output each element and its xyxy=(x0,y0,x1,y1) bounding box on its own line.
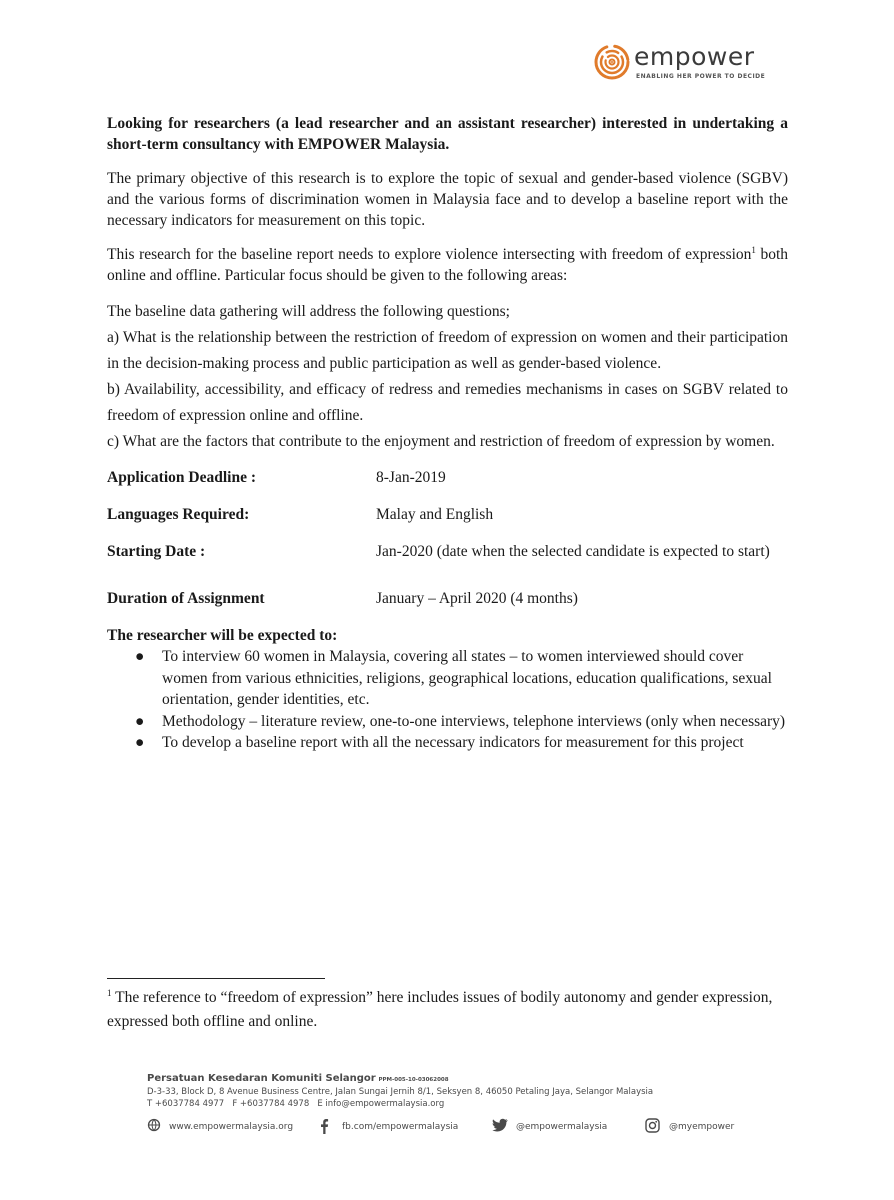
detail-value: January – April 2020 (4 months) xyxy=(376,590,578,607)
footer-org-name: Persatuan Kesedaran Komuniti Selangor xyxy=(147,1073,376,1084)
list-item xyxy=(107,732,788,754)
logo-wordmark: empower xyxy=(634,42,755,71)
question-item: b) Availability, accessibility, and efficacy of redress and remedies mechanisms in cases on SGBV related to freedom of expression online and offline. xyxy=(107,381,788,424)
footer-address: D-3-33, Block D, 8 Avenue Business Centre, Jalan Sungai Jernih 8/1, Seksyen 8, 46050 Petaling Jaya, Selangor Malaysia xyxy=(147,1087,654,1097)
main-content xyxy=(107,113,788,754)
detail-label: Application Deadline : xyxy=(107,469,256,486)
footer-reg-number: PPM-005-10-03062008 xyxy=(378,1077,449,1083)
list-item-text: To interview 60 women in Malaysia, covering all states – to women interviewed should cover women from various ethnicities, religions, geographical locations, education qualifications, sexual orientation, gender identities, etc. xyxy=(162,648,772,708)
intro-heading: Looking for researchers (a lead researcher and an assistant researcher) interested in undertaking a short-term consultancy with EMPOWER Malaysia. xyxy=(107,115,788,153)
detail-label: Starting Date : xyxy=(107,543,206,560)
logo-tagline: ENABLING HER POWER TO DECIDE xyxy=(636,73,766,80)
instagram-icon xyxy=(645,1118,660,1133)
footnote-mark: 1 xyxy=(107,987,112,998)
intro-paragraph-2 xyxy=(107,244,788,286)
bullet-icon: ● xyxy=(135,712,145,730)
bullet-icon: ● xyxy=(135,648,145,665)
list-item-text: To develop a baseline report with all the necessary indicators for measurement for this project xyxy=(162,734,744,751)
responsibilities-title: The researcher will be expected to: xyxy=(107,627,338,644)
intro-paragraph-1: The primary objective of this research is to explore the topic of sexual and gender-based violence (SGBV) and the various forms of discrimination women in Malaysia face and to develop a baseline report with the necessary indicators for measurement on this topic. xyxy=(107,170,788,229)
detail-row-deadline xyxy=(107,467,788,488)
footnote-divider xyxy=(107,978,325,979)
para2-text-b: both online and offline. Particular focus should be given to the following areas: xyxy=(107,246,789,284)
footer-fax: F +6037784 4978 xyxy=(232,1099,310,1109)
detail-value: 8-Jan-2019 xyxy=(376,469,446,486)
details-table xyxy=(107,467,788,609)
detail-value: Malay and English xyxy=(376,506,494,523)
footnote-ref[interactable]: 1 xyxy=(751,244,756,255)
detail-row-starting-date xyxy=(107,541,788,562)
footer-tel: T +6037784 4977 xyxy=(147,1099,225,1109)
para2-text-a: This research for the baseline report needs to explore violence intersecting with freedom of expression xyxy=(107,246,752,263)
twitter-icon xyxy=(492,1118,508,1132)
bullet-icon: ● xyxy=(135,734,145,751)
detail-label: Duration of Assignment xyxy=(107,590,265,607)
empower-logo xyxy=(592,40,766,88)
footer-facebook-link[interactable]: fb.com/empowermalaysia xyxy=(342,1122,459,1132)
footer-website-link[interactable]: www.empowermalaysia.org xyxy=(169,1122,294,1132)
footnote xyxy=(107,986,788,1034)
list-item xyxy=(107,646,788,711)
footer-instagram-link[interactable]: @myempower xyxy=(669,1122,735,1132)
responsibilities-list xyxy=(107,646,788,754)
footer-twitter-link[interactable]: @empowermalaysia xyxy=(516,1122,608,1132)
questions-list xyxy=(107,299,788,455)
question-item: c) What are the factors that contribute to the enjoyment and restriction of freedom of expression by women. xyxy=(107,433,775,450)
facebook-icon xyxy=(319,1118,329,1134)
detail-label: Languages Required: xyxy=(107,506,250,523)
page-footer xyxy=(147,1073,787,1110)
detail-value: Jan-2020 (date when the selected candidate is expected to start) xyxy=(376,543,770,560)
list-item xyxy=(107,711,788,733)
list-item-text: Methodology – literature review, one-to-one interviews, telephone interviews (only when necessary) xyxy=(162,712,786,730)
questions-intro: The baseline data gathering will address the following questions; xyxy=(107,303,510,320)
footnote-text: The reference to “freedom of expression” here includes issues of bodily autonomy and gender expression, expressed both offline and online. xyxy=(107,989,773,1030)
question-item: a) What is the relationship between the restriction of freedom of expression on women and their participation in the decision-making process and public participation as well as gender-based violence. xyxy=(107,329,788,372)
detail-row-duration xyxy=(107,588,788,609)
detail-row-languages xyxy=(107,504,788,525)
footer-email[interactable]: E info@empowermalaysia.org xyxy=(317,1099,445,1109)
footer-social-links xyxy=(147,1118,787,1138)
globe-icon xyxy=(147,1118,161,1132)
empower-logo-icon xyxy=(592,40,632,86)
